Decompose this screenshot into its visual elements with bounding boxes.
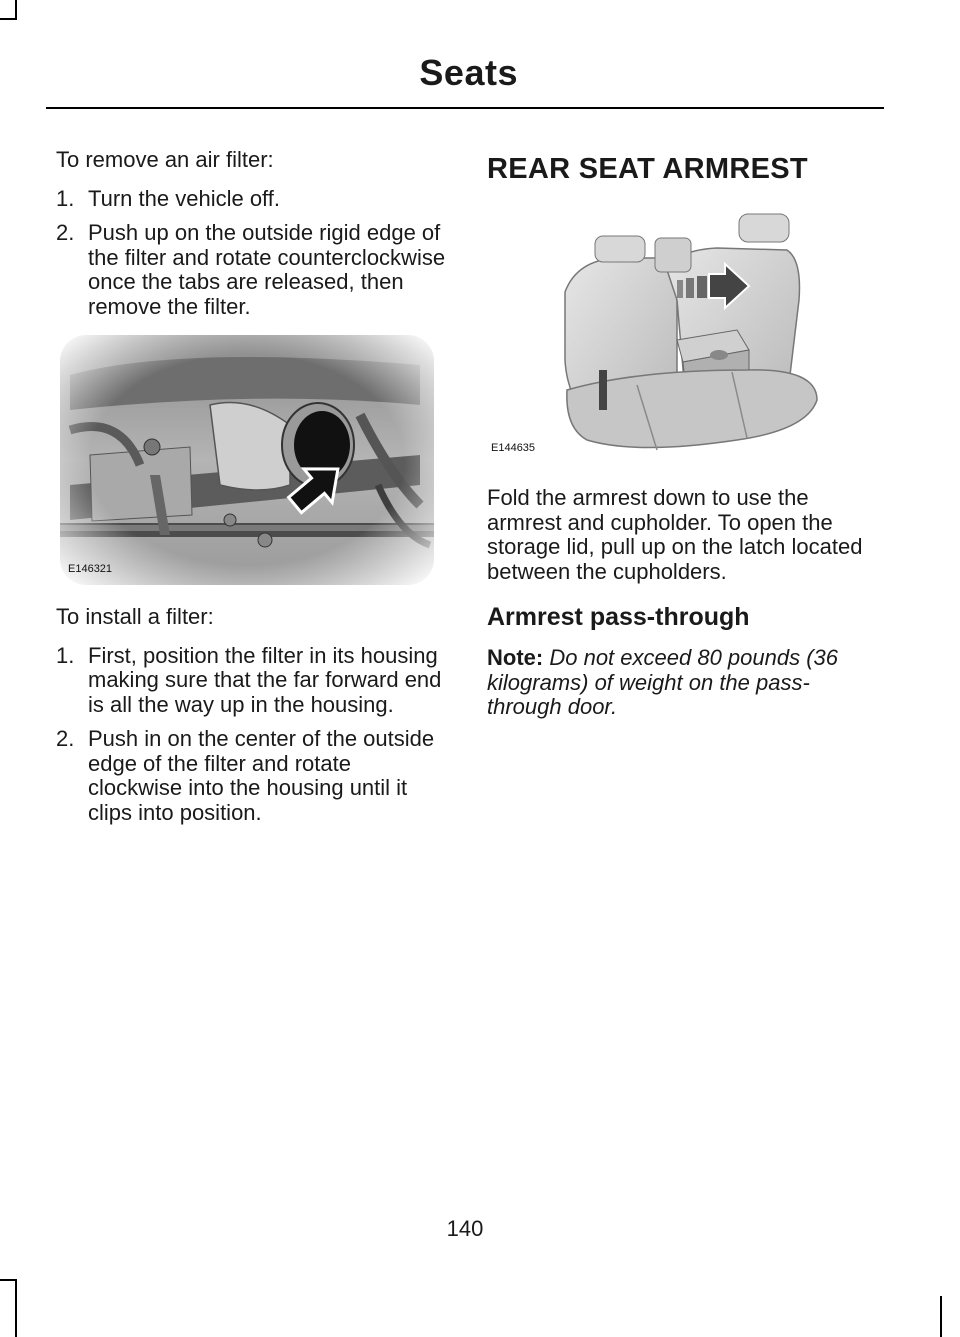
step-number: 1. xyxy=(56,185,75,211)
air-filter-figure xyxy=(60,335,434,585)
list-item xyxy=(56,187,450,212)
subheading: Armrest pass-through xyxy=(487,603,750,631)
install-intro: To install a filter: xyxy=(56,604,214,629)
crop-mark-bottom-right xyxy=(940,1296,942,1337)
note-label: Note: xyxy=(487,645,544,670)
step-text: First, position the filter in its housing making sure that the far forward end is all the way up in the housing. xyxy=(88,642,442,717)
crop-mark-top-left-h xyxy=(0,18,17,20)
crop-mark-bottom-left xyxy=(15,1279,17,1337)
rear-seat-figure xyxy=(487,200,861,466)
step-text: Push up on the outside rigid edge of the filter and rotate counterclockwise once the tabs are released, then remove the filter. xyxy=(88,220,446,319)
engine-bay-illustration xyxy=(60,335,434,585)
armrest-paragraph: Fold the armrest down to use the armrest and cupholder. To open the storage lid, pull up on the latch located between the cupholders. xyxy=(487,485,863,584)
section-heading: REAR SEAT ARMREST xyxy=(487,153,808,185)
right-column xyxy=(487,148,867,734)
rear-seat-illustration xyxy=(487,200,861,466)
step-number: 2. xyxy=(56,726,75,751)
crop-mark-bottom-left-h xyxy=(0,1279,17,1281)
figure-label: E146321 xyxy=(68,562,113,575)
figure-label: E144635 xyxy=(491,441,536,454)
remove-intro: To remove an air filter: xyxy=(56,147,274,172)
crop-mark-top-left xyxy=(15,0,17,18)
header-rule xyxy=(46,107,884,109)
install-steps-list xyxy=(56,644,450,826)
list-item xyxy=(56,644,450,718)
note-paragraph xyxy=(487,646,867,720)
remove-steps-list xyxy=(56,187,450,320)
list-item xyxy=(56,727,450,825)
page-title: Seats xyxy=(419,52,518,93)
step-number: 1. xyxy=(56,642,75,668)
left-column xyxy=(56,148,450,839)
page-number: 140 xyxy=(446,1216,484,1241)
step-text: Push in on the center of the outside edge of the filter and rotate clockwise into the housing until it clips into position. xyxy=(88,726,435,825)
step-number: 2. xyxy=(56,220,75,245)
list-item xyxy=(56,221,450,319)
step-text: Turn the vehicle off. xyxy=(88,185,280,211)
note-text: Do not exceed 80 pounds (36 kilograms) of weight on the pass-through door. xyxy=(487,645,838,719)
